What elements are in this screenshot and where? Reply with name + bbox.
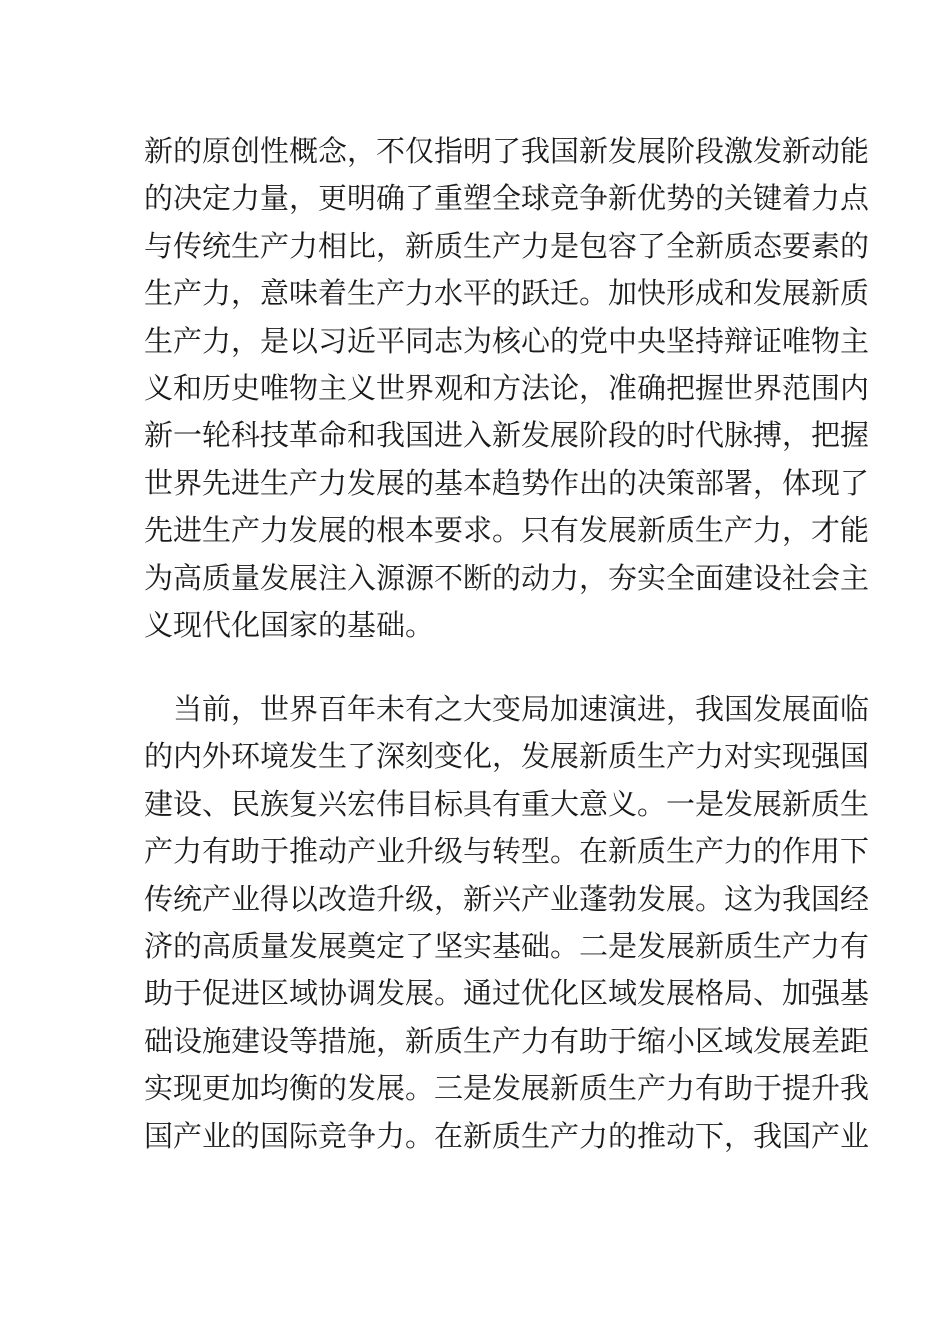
- text-line: 传统产业得以改造升级，新兴产业蓬勃发展。这为我国经: [144, 881, 870, 916]
- text-line: 助于促进区域协调发展。通过优化区域发展格局、加强基: [144, 976, 870, 1011]
- text-line: 义和历史唯物主义世界观和方法论，准确把握世界范围内: [144, 370, 870, 405]
- text-line: 先进生产力发展的根本要求。只有发展新质生产力，才能: [144, 513, 870, 548]
- text-line: 生产力，意味着生产力水平的跃迁。加快形成和发展新质: [144, 276, 870, 311]
- text-line: 产力有助于推动产业升级与转型。在新质生产力的作用下: [144, 834, 870, 869]
- text-line: 当前，世界百年未有之大变局加速演进，我国发展面临: [144, 692, 870, 726]
- text-line: 新的原创性概念，不仅指明了我国新发展阶段激发新动能: [144, 134, 870, 168]
- paragraph-2: [144, 686, 870, 1160]
- text-line: 实现更加均衡的发展。三是发展新质生产力有助于提升我: [144, 1071, 870, 1106]
- text-line: 为高质量发展注入源源不断的动力，夯实全面建设社会主: [144, 560, 870, 595]
- text-line: 世界先进生产力发展的基本趋势作出的决策部署，体现了: [144, 465, 870, 500]
- text-line: 生产力，是以习近平同志为核心的党中央坚持辩证唯物主: [144, 323, 870, 358]
- text-line: 国产业的国际竞争力。在新质生产力的推动下，我国产业: [144, 1118, 870, 1153]
- text-line: 济的高质量发展奠定了坚实基础。二是发展新质生产力有: [144, 928, 870, 963]
- text-line: 新一轮科技革命和我国进入新发展阶段的时代脉搏，把握: [144, 418, 870, 453]
- text-line: 础设施建设等措施，新质生产力有助于缩小区域发展差距: [144, 1023, 870, 1058]
- text-line: 义现代化国家的基础。: [144, 607, 435, 642]
- text-line: 的内外环境发生了深刻变化，发展新质生产力对实现强国: [144, 739, 870, 774]
- paragraph-1: [144, 128, 870, 649]
- text-line: 与传统生产力相比，新质生产力是包容了全新质态要素的: [144, 228, 870, 263]
- text-line: 建设、民族复兴宏伟目标具有重大意义。一是发展新质生: [144, 786, 870, 821]
- text-line: 的决定力量，更明确了重塑全球竞争新优势的关键着力点: [144, 181, 870, 216]
